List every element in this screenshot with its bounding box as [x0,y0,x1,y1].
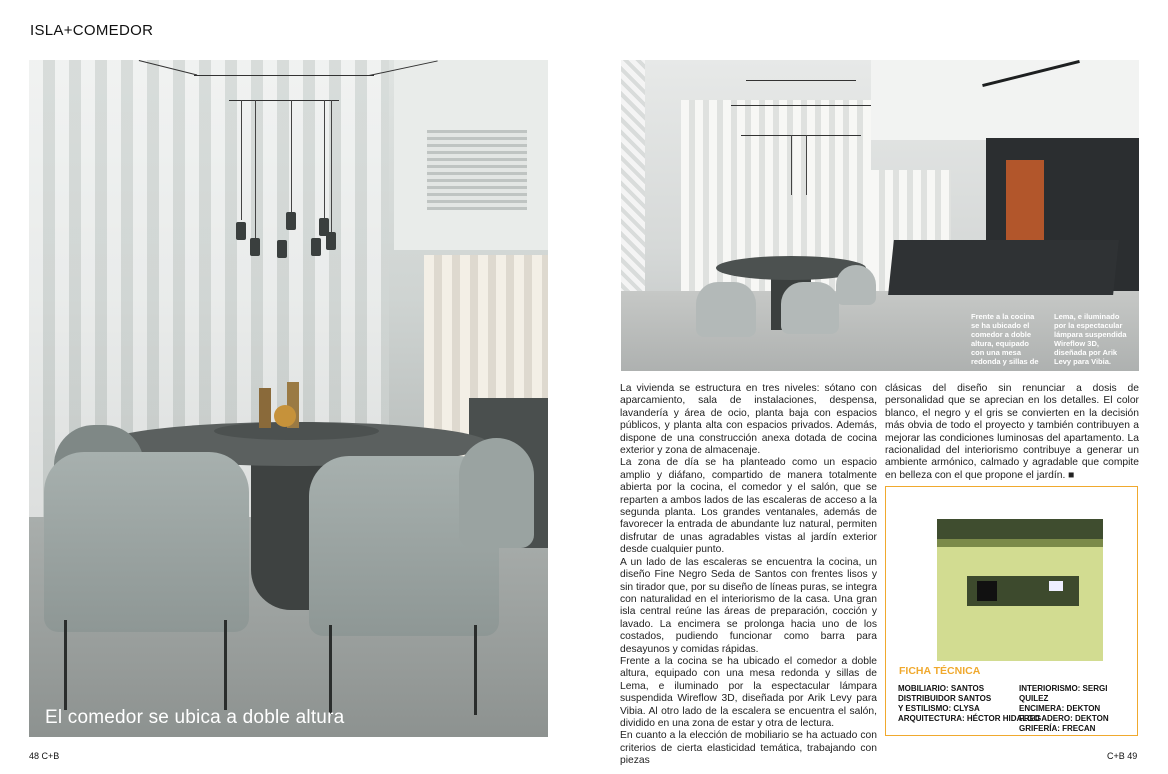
photo-caption-left: Frente a la cocina se ha ubicado el comedor a doble altura, equipado con una mesa redonda y sillas de [971,312,1039,366]
paragraph: En cuanto a la elección de mobiliario se ha actuado con criterios de cierta elasticidad temática, trabajando con piezas [620,730,877,767]
kitchen-floor-plan [937,519,1103,661]
ficha-tecnica-box [885,486,1138,736]
paragraph: Frente a la cocina se ha ubicado el comedor a doble altura, equipado con una mesa redonda y sillas de Lema, e iluminado por la espectacular lámpara suspendida Wireflow 3D, diseñada por Arik Levy para Vibia. Al otro lado de la escalera se encuentra el salón, dividido en una zona de estar y otra de lectura. [620,655,877,729]
article-column-1 [620,383,877,768]
section-title: ISLA+COMEDOR [30,22,154,39]
ficha-credits-right: INTERIORISMO: SERGI QUILEZ ENCIMERA: DEKTON FREGADERO: DEKTON GRIFERÍA: FRECAN [1019,684,1109,733]
page-number-left: 48 C+B [29,751,60,761]
photo-caption: El comedor se ubica a doble altura [45,707,345,728]
photo-caption-right: Lema, e iluminado por la espectacular lámpara suspendida Wireflow 3D, diseñada por Arik Levy para Vibia. [1054,312,1127,366]
paragraph: clásicas del diseño sin renunciar a dosis de personalidad que se aprecian en los detalles. El color blanco, el negro y el gris se convierten en la decisión más obvia de todo el proyecto y también contribuyen a mejorar las condiciones luminosas del apartamento. La racionalidad del interiorismo contribuye a generar un ambiente armónico, calmado y agradable que compite en belleza con el que propone el jardín. ■ [885,383,1139,481]
paragraph: La vivienda se estructura en tres niveles: sótano con aparcamiento, sala de instalaciones, despensa, lavandería y área de ocio, planta baja con espacios públicos, y planta alta con espacios privados. Además, dispone de una construcción anexa dotada de cocina exterior y zona de almacenaje. [620,383,877,457]
photo-dining-double-height [29,60,548,737]
ficha-title: FICHA TÉCNICA [899,665,981,677]
paragraph: A un lado de las escaleras se encuentra la cocina, un diseño Fine Negro Seda de Santos con frentes lisos y sin tirador que, por su diseño de líneas puras, se integra con naturalidad en el interiorismo de la casa. Una gran isla central reúne las áreas de preparación, cocción y lavado. La encimera se prolonga hacia uno de los costados, pudiendo funcionar como barra para desayunos y comidas rápidas. [620,556,878,655]
page-number-right: C+B 49 [1107,751,1138,761]
article-column-2 [885,383,1139,482]
ficha-credits-left: MOBILIARIO: SANTOS DISTRIBUIDOR SANTOS Y ESTILISMO: CLYSA ARQUITECTURA: HÉCTOR HIDALGO [898,684,1040,723]
paragraph: La zona de día se ha planteado como un espacio amplio y diáfano, compartido de manera totalmente abierta por la cocina, el comedor y el salón, que se reparten a ambos lados de las escaleras de acceso a la segunda planta. Los grandes ventanales, además de favorecer la entrada de abundante luz natural, permiten disfrutar de unas agradables vistas al jardín exterior desde cualquier punto. [620,457,877,556]
